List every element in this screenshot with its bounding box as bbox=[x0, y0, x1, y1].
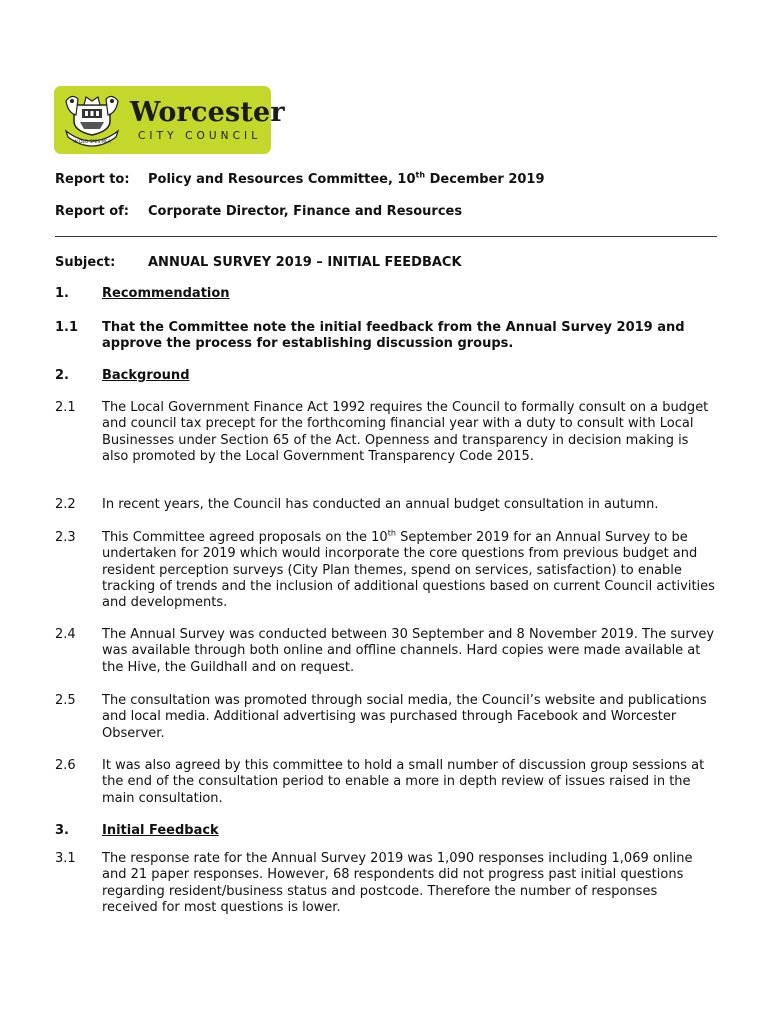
paragraph-text-b: September 2019 for an Annual Survey to be undertaken for 2019 which would incorporate the core questions from previous budget and resident perception surveys (City Plan themes, spend on services, satisfaction) to enable tracking of trends and the inclusion of additional questions based on current Council activities and developments. bbox=[102, 530, 715, 611]
report-of-value: Corporate Director, Finance and Resources bbox=[148, 204, 463, 219]
logo-wordmark: Worcester bbox=[130, 97, 285, 128]
section-1-heading bbox=[55, 286, 717, 302]
header-divider bbox=[55, 236, 717, 237]
paragraph-2-6 bbox=[55, 758, 717, 807]
paragraph-number: 3.1 bbox=[55, 851, 76, 866]
report-of-line bbox=[55, 203, 462, 221]
section-number: 1. bbox=[55, 286, 69, 301]
paragraph-number: 2.1 bbox=[55, 400, 76, 415]
subject-label: Subject: bbox=[55, 255, 116, 270]
paragraph-text: The consultation was promoted through social media, the Council’s website and publications and local media. Additional advertising was purchased through Facebook and Worcester Observer. bbox=[102, 693, 707, 741]
paragraph-1-1 bbox=[55, 320, 717, 353]
paragraph-text bbox=[102, 530, 717, 611]
paragraph-2-1 bbox=[55, 400, 717, 465]
logo-motto: IN DEO SPES MEA bbox=[73, 139, 111, 144]
paragraph-text-a: This Committee agreed proposals on the 10 bbox=[102, 530, 388, 545]
section-title: Initial Feedback bbox=[102, 823, 219, 838]
paragraph-number: 2.5 bbox=[55, 693, 76, 708]
report-to-value-end: December 2019 bbox=[425, 172, 545, 187]
section-number: 2. bbox=[55, 368, 69, 383]
paragraph-text: The Local Government Finance Act 1992 requires the Council to formally consult on a budget and council tax precept for the forthcoming financial year with a duty to consult with Local Businesses under Section 65 of the Act. Openness and transparency in decision making is also promoted by the Local Government Transparency Code 2015. bbox=[102, 400, 709, 464]
paragraph-2-3 bbox=[55, 530, 717, 611]
section-title: Recommendation bbox=[102, 286, 230, 301]
paragraph-number: 2.3 bbox=[55, 530, 76, 545]
paragraph-3-1 bbox=[55, 851, 717, 916]
paragraph-2-4 bbox=[55, 627, 717, 676]
paragraph-number: 2.4 bbox=[55, 627, 76, 642]
report-to-value: Policy and Resources Committee, 10 bbox=[148, 172, 416, 187]
section-3-heading bbox=[55, 823, 717, 839]
paragraph-text: The Annual Survey was conducted between 30 September and 8 November 2019. The survey was available through both online and offline channels. Hard copies were made available at the Hive, the Guildhall and on request. bbox=[102, 627, 715, 675]
report-to-sup: th bbox=[415, 170, 426, 180]
paragraph-text: It was also agreed by this committee to hold a small number of discussion group sessions at the end of the consultation period to enable a more in depth review of issues raised in the main consultation. bbox=[102, 758, 705, 806]
subject-value: ANNUAL SURVEY 2019 – INITIAL FEEDBACK bbox=[148, 255, 462, 270]
paragraph-number: 2.2 bbox=[55, 497, 76, 512]
report-of-label: Report of: bbox=[55, 204, 130, 219]
section-number: 3. bbox=[55, 823, 69, 838]
paragraph-number: 1.1 bbox=[55, 320, 79, 335]
report-to-line bbox=[55, 171, 545, 189]
crest-icon bbox=[60, 91, 124, 149]
paragraph-2-2 bbox=[55, 497, 717, 513]
paragraph-number: 2.6 bbox=[55, 758, 76, 773]
subject-line bbox=[55, 254, 462, 272]
section-2-heading bbox=[55, 368, 717, 384]
paragraph-sup: th bbox=[387, 528, 396, 538]
worcester-city-council-logo bbox=[54, 86, 285, 154]
paragraph-text: The response rate for the Annual Survey 2019 was 1,090 responses including 1,069 online and 21 paper responses. However, 68 respondents did not progress past initial questions regarding resident/business status and postcode. Therefore the number of responses received for most questions is lower. bbox=[102, 851, 693, 915]
section-title: Background bbox=[102, 368, 190, 383]
report-to-label: Report to: bbox=[55, 172, 130, 187]
paragraph-text: In recent years, the Council has conducted an annual budget consultation in autumn. bbox=[102, 497, 659, 512]
paragraph-2-5 bbox=[55, 693, 717, 742]
logo-subtitle: CITY COUNCIL bbox=[138, 130, 262, 142]
paragraph-text: That the Committee note the initial feedback from the Annual Survey 2019 and approve the process for establishing discussion groups. bbox=[102, 320, 685, 352]
